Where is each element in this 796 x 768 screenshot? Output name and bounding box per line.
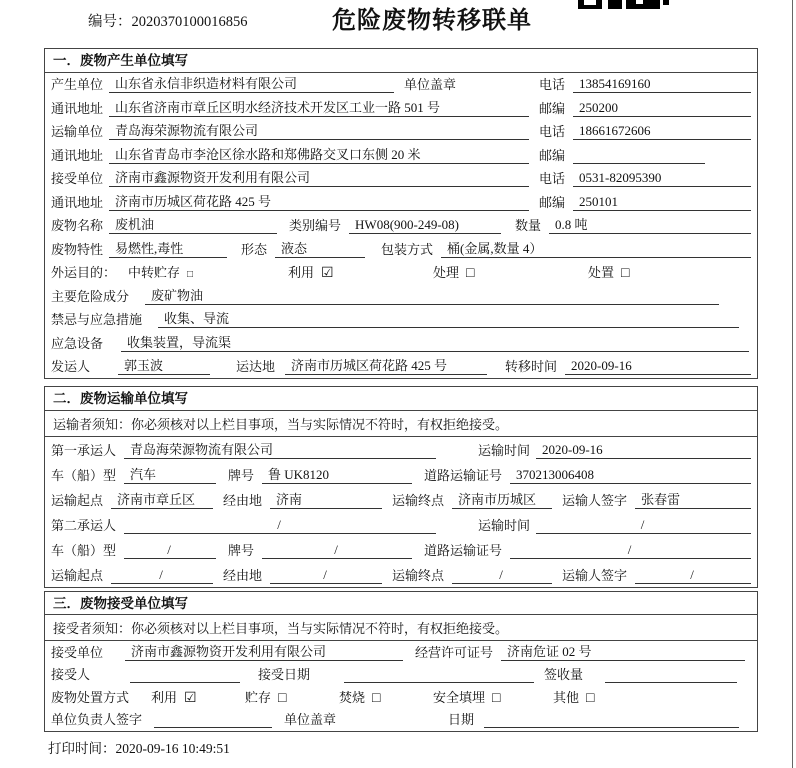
transfer-time-label: 转移时间: [505, 359, 558, 375]
field-label: 运输起点: [51, 567, 104, 583]
form-header: [0, 0, 796, 40]
section-producer: [44, 48, 758, 379]
checkbox-checked-icon: ☑: [321, 266, 334, 282]
plate-value: /: [262, 543, 412, 559]
phone-label: 电话: [539, 124, 566, 140]
road-permit-label: 道路运输证号: [424, 542, 503, 558]
hazard-component-value: 废矿物油: [145, 289, 719, 305]
row-first-carrier: [45, 437, 757, 462]
field-label: 发运人: [51, 359, 91, 375]
shipper-name-value: 郭玉波: [118, 359, 210, 375]
via-label: 经由地: [223, 567, 263, 583]
page-title: 危险废物转移联单: [332, 8, 532, 34]
accept-date-value: [344, 682, 534, 683]
waste-name-value: 废机油: [109, 218, 277, 234]
disposal-option-utilize: [151, 691, 221, 706]
taboo-measures-value: 收集、导流: [158, 312, 739, 328]
license-label: 经营许可证号: [415, 644, 494, 660]
waste-traits-value: 易燃性,毒性: [109, 242, 227, 258]
transport-time-value: /: [536, 518, 751, 534]
purpose-option-utilize: [288, 266, 433, 281]
row-emergency-equipment: [45, 331, 757, 355]
zip-label: 邮编: [539, 194, 566, 210]
receiving-unit-value: 济南市鑫源物资开发利用有限公司: [125, 645, 403, 661]
waste-pack-label: 包装方式: [381, 241, 434, 257]
receiver-unit-value: 济南市鑫源物资开发利用有限公司: [109, 171, 529, 187]
checkbox-checked-icon: ☑: [184, 690, 197, 706]
checkbox-empty-icon: □: [372, 690, 381, 706]
acceptor-name-value: [130, 682, 240, 683]
checkbox-empty-icon: □: [492, 690, 501, 706]
route-end-label: 运输终点: [392, 567, 445, 583]
field-label: 产生单位: [51, 77, 104, 93]
field-label: 通讯地址: [51, 147, 104, 163]
producer-address-value: 山东省济南市章丘区明水经济技术开发区工业一路 501 号: [109, 101, 529, 117]
transport-time-label: 运输时间: [478, 517, 531, 533]
transporter-notice: 运输者须知：你必须核对以上栏目事项，当与实际情况不符时，有权拒绝接受。: [45, 411, 757, 437]
section-producer-title: 一．废物产生单位填写: [45, 49, 757, 73]
phone-label: 电话: [539, 77, 566, 93]
section-receiver-title: 三．废物接受单位填写: [45, 592, 757, 616]
row-vehicle-1: [45, 462, 757, 487]
transfer-time-value: 2020-09-16: [565, 359, 751, 375]
checkbox-empty-icon: □: [187, 269, 194, 280]
checkbox-empty-icon: □: [278, 690, 287, 706]
print-time-label: 打印时间：: [48, 741, 116, 756]
receiver-address-value: 济南市历城区荷花路 425 号: [109, 195, 529, 211]
waste-qty-value: 0.8 吨: [549, 218, 751, 234]
field-label: 运输单位: [51, 124, 104, 140]
road-permit-value: 370213006408: [510, 468, 751, 484]
section-transporter-title: 二．废物运输单位填写: [45, 387, 757, 411]
destination-label: 运达地: [236, 359, 276, 375]
waste-code-value: HW08(900-249-08): [349, 218, 501, 234]
field-label: 应急设备: [51, 335, 104, 351]
destination-value: 济南市历城区荷花路 425 号: [285, 359, 487, 375]
serial-value: 2020370100016856: [131, 14, 248, 30]
date-label: 日期: [448, 712, 475, 728]
phone-group: [539, 124, 751, 140]
carrier-sign-value: 张春雷: [635, 493, 751, 509]
field-label: 通讯地址: [51, 194, 104, 210]
received-qty-label: 签收量: [544, 667, 584, 683]
disposal-option-storage: [245, 691, 315, 706]
field-label: 第一承运人: [51, 442, 117, 458]
field-label: 接受单位: [51, 644, 104, 660]
checkbox-empty-icon: □: [466, 266, 475, 282]
option-label: 安全填埋: [433, 689, 486, 705]
vehicle-type-value: 汽车: [124, 468, 216, 484]
receiver-zip-value: 250101: [573, 195, 751, 211]
road-permit-value: /: [510, 543, 751, 559]
zip-group: [539, 195, 751, 211]
vehicle-type-value: /: [124, 543, 216, 559]
row-responsible-sign: [45, 709, 757, 732]
road-permit-label: 道路运输证号: [424, 467, 503, 483]
row-waste-traits: [45, 237, 757, 261]
transporter-unit-value: 青岛海荣源物流有限公司: [109, 124, 529, 140]
producer-zip-value: 250200: [573, 101, 751, 117]
option-label: 其他: [553, 689, 580, 705]
waste-form-label: 形态: [241, 241, 268, 257]
field-label: 外运目的：: [51, 265, 117, 281]
plate-label: 牌号: [228, 467, 255, 483]
row-disposal-method: [45, 686, 757, 709]
producer-unit-value: 山东省永信非织造材料有限公司: [109, 77, 394, 93]
row-transfer-purpose: [45, 261, 757, 285]
via-value: /: [270, 568, 382, 584]
row-acceptor: [45, 664, 757, 687]
phone-group: [539, 171, 751, 187]
field-label: 废物处置方式: [51, 689, 130, 705]
transport-time-group: [478, 518, 751, 534]
serial-label: 编号：: [88, 14, 132, 30]
producer-phone-value: 13854169160: [573, 77, 751, 93]
option-label: 处理: [433, 265, 460, 281]
row-producer-unit: [45, 73, 757, 97]
option-label: 利用: [288, 265, 315, 281]
date-value: [484, 727, 739, 728]
section-transporter: [44, 386, 758, 588]
zip-label: 邮编: [539, 100, 566, 116]
route-start-value: /: [111, 568, 213, 584]
responsible-sign-value: [154, 727, 272, 728]
receiver-phone-value: 0531-82095390: [573, 171, 751, 187]
plate-label: 牌号: [228, 542, 255, 558]
row-shipper: [45, 355, 757, 379]
field-label: 接受单位: [51, 171, 104, 187]
row-producer-address: [45, 96, 757, 120]
row-transporter-unit: [45, 120, 757, 144]
received-qty-value: [605, 682, 737, 683]
row-second-carrier: [45, 512, 757, 537]
second-carrier-value: /: [124, 518, 436, 534]
row-taboo-measures: [45, 308, 757, 332]
accept-date-label: 接受日期: [258, 667, 311, 683]
field-label: 车（船）型: [51, 467, 117, 483]
print-time-value: 2020-09-16 10:49:51: [115, 741, 230, 756]
receiver-notice: 接受者须知：你必须核对以上栏目事项，当与实际情况不符时，有权拒绝接受。: [45, 615, 757, 641]
disposal-option-incinerate: [339, 691, 409, 706]
field-label: 禁忌与应急措施: [51, 312, 143, 328]
via-value: 济南: [270, 493, 382, 509]
page-edge-line: [792, 0, 793, 768]
waste-qty-label: 数量: [515, 218, 542, 234]
license-value: 济南危证 02 号: [501, 645, 745, 661]
zip-label: 邮编: [539, 147, 566, 163]
serial-number: [88, 10, 248, 31]
option-label: 利用: [151, 689, 178, 705]
checkbox-empty-icon: □: [621, 266, 630, 282]
row-receiving-unit: [45, 641, 757, 664]
option-label: 中转贮存: [128, 265, 181, 281]
zip-group: [539, 149, 751, 164]
row-receiver-unit: [45, 167, 757, 191]
emergency-equipment-value: 收集装置，导流渠: [121, 336, 749, 352]
option-label: 贮存: [245, 689, 272, 705]
disposal-option-other: [553, 691, 594, 706]
transport-time-value: 2020-09-16: [536, 443, 751, 459]
waste-form-value: 液态: [275, 242, 365, 258]
option-label: 焚烧: [339, 689, 366, 705]
print-time: [48, 737, 796, 757]
unit-seal-label: 单位盖章: [404, 77, 457, 93]
carrier-sign-value: /: [635, 568, 751, 584]
zip-group: [539, 101, 751, 117]
carrier-sign-label: 运输人签字: [562, 567, 628, 583]
waste-pack-value: 桶(金属,数量 4）: [441, 242, 751, 258]
field-label: 废物名称: [51, 218, 104, 234]
purpose-option-treat: [433, 266, 588, 281]
row-vehicle-2: [45, 537, 757, 562]
first-carrier-value: 青岛海荣源物流有限公司: [124, 443, 436, 459]
transporter-zip-value: [573, 163, 705, 164]
transporter-phone-value: 18661672606: [573, 124, 751, 140]
route-end-label: 运输终点: [392, 492, 445, 508]
row-waste-name: [45, 214, 757, 238]
transporter-address-value: 山东省青岛市李沧区徐水路和郑佛路交叉口东侧 20 米: [109, 148, 529, 164]
field-label: 废物特性: [51, 241, 104, 257]
row-route-1: [45, 487, 757, 512]
route-end-value: 济南市历城区: [452, 493, 552, 509]
row-receiver-address: [45, 190, 757, 214]
waste-code-label: 类别编号: [289, 218, 342, 234]
field-label: 接受人: [51, 667, 91, 683]
field-label: 运输起点: [51, 492, 104, 508]
plate-value: 鲁 UK8120: [262, 468, 412, 484]
field-label: 单位负责人签字: [51, 712, 143, 728]
option-label: 处置: [588, 265, 615, 281]
purpose-option-storage: [128, 266, 288, 281]
row-transporter-address: [45, 143, 757, 167]
checkbox-empty-icon: □: [586, 690, 595, 706]
via-label: 经由地: [223, 492, 263, 508]
phone-group: [539, 77, 751, 93]
purpose-option-dispose: [588, 266, 629, 281]
row-route-2: [45, 562, 757, 587]
section-receiver: [44, 591, 758, 733]
field-label: 主要危险成分: [51, 288, 130, 304]
transport-time-label: 运输时间: [478, 442, 531, 458]
field-label: 车（船）型: [51, 542, 117, 558]
field-label: 第二承运人: [51, 517, 117, 533]
row-hazard-component: [45, 284, 757, 308]
carrier-sign-label: 运输人签字: [562, 492, 628, 508]
field-label: 通讯地址: [51, 100, 104, 116]
phone-label: 电话: [539, 171, 566, 187]
transport-time-group: [478, 443, 751, 459]
disposal-option-landfill: [433, 691, 529, 706]
unit-seal-label: 单位盖章: [284, 712, 337, 728]
route-start-value: 济南市章丘区: [111, 493, 213, 509]
route-end-value: /: [452, 568, 552, 584]
